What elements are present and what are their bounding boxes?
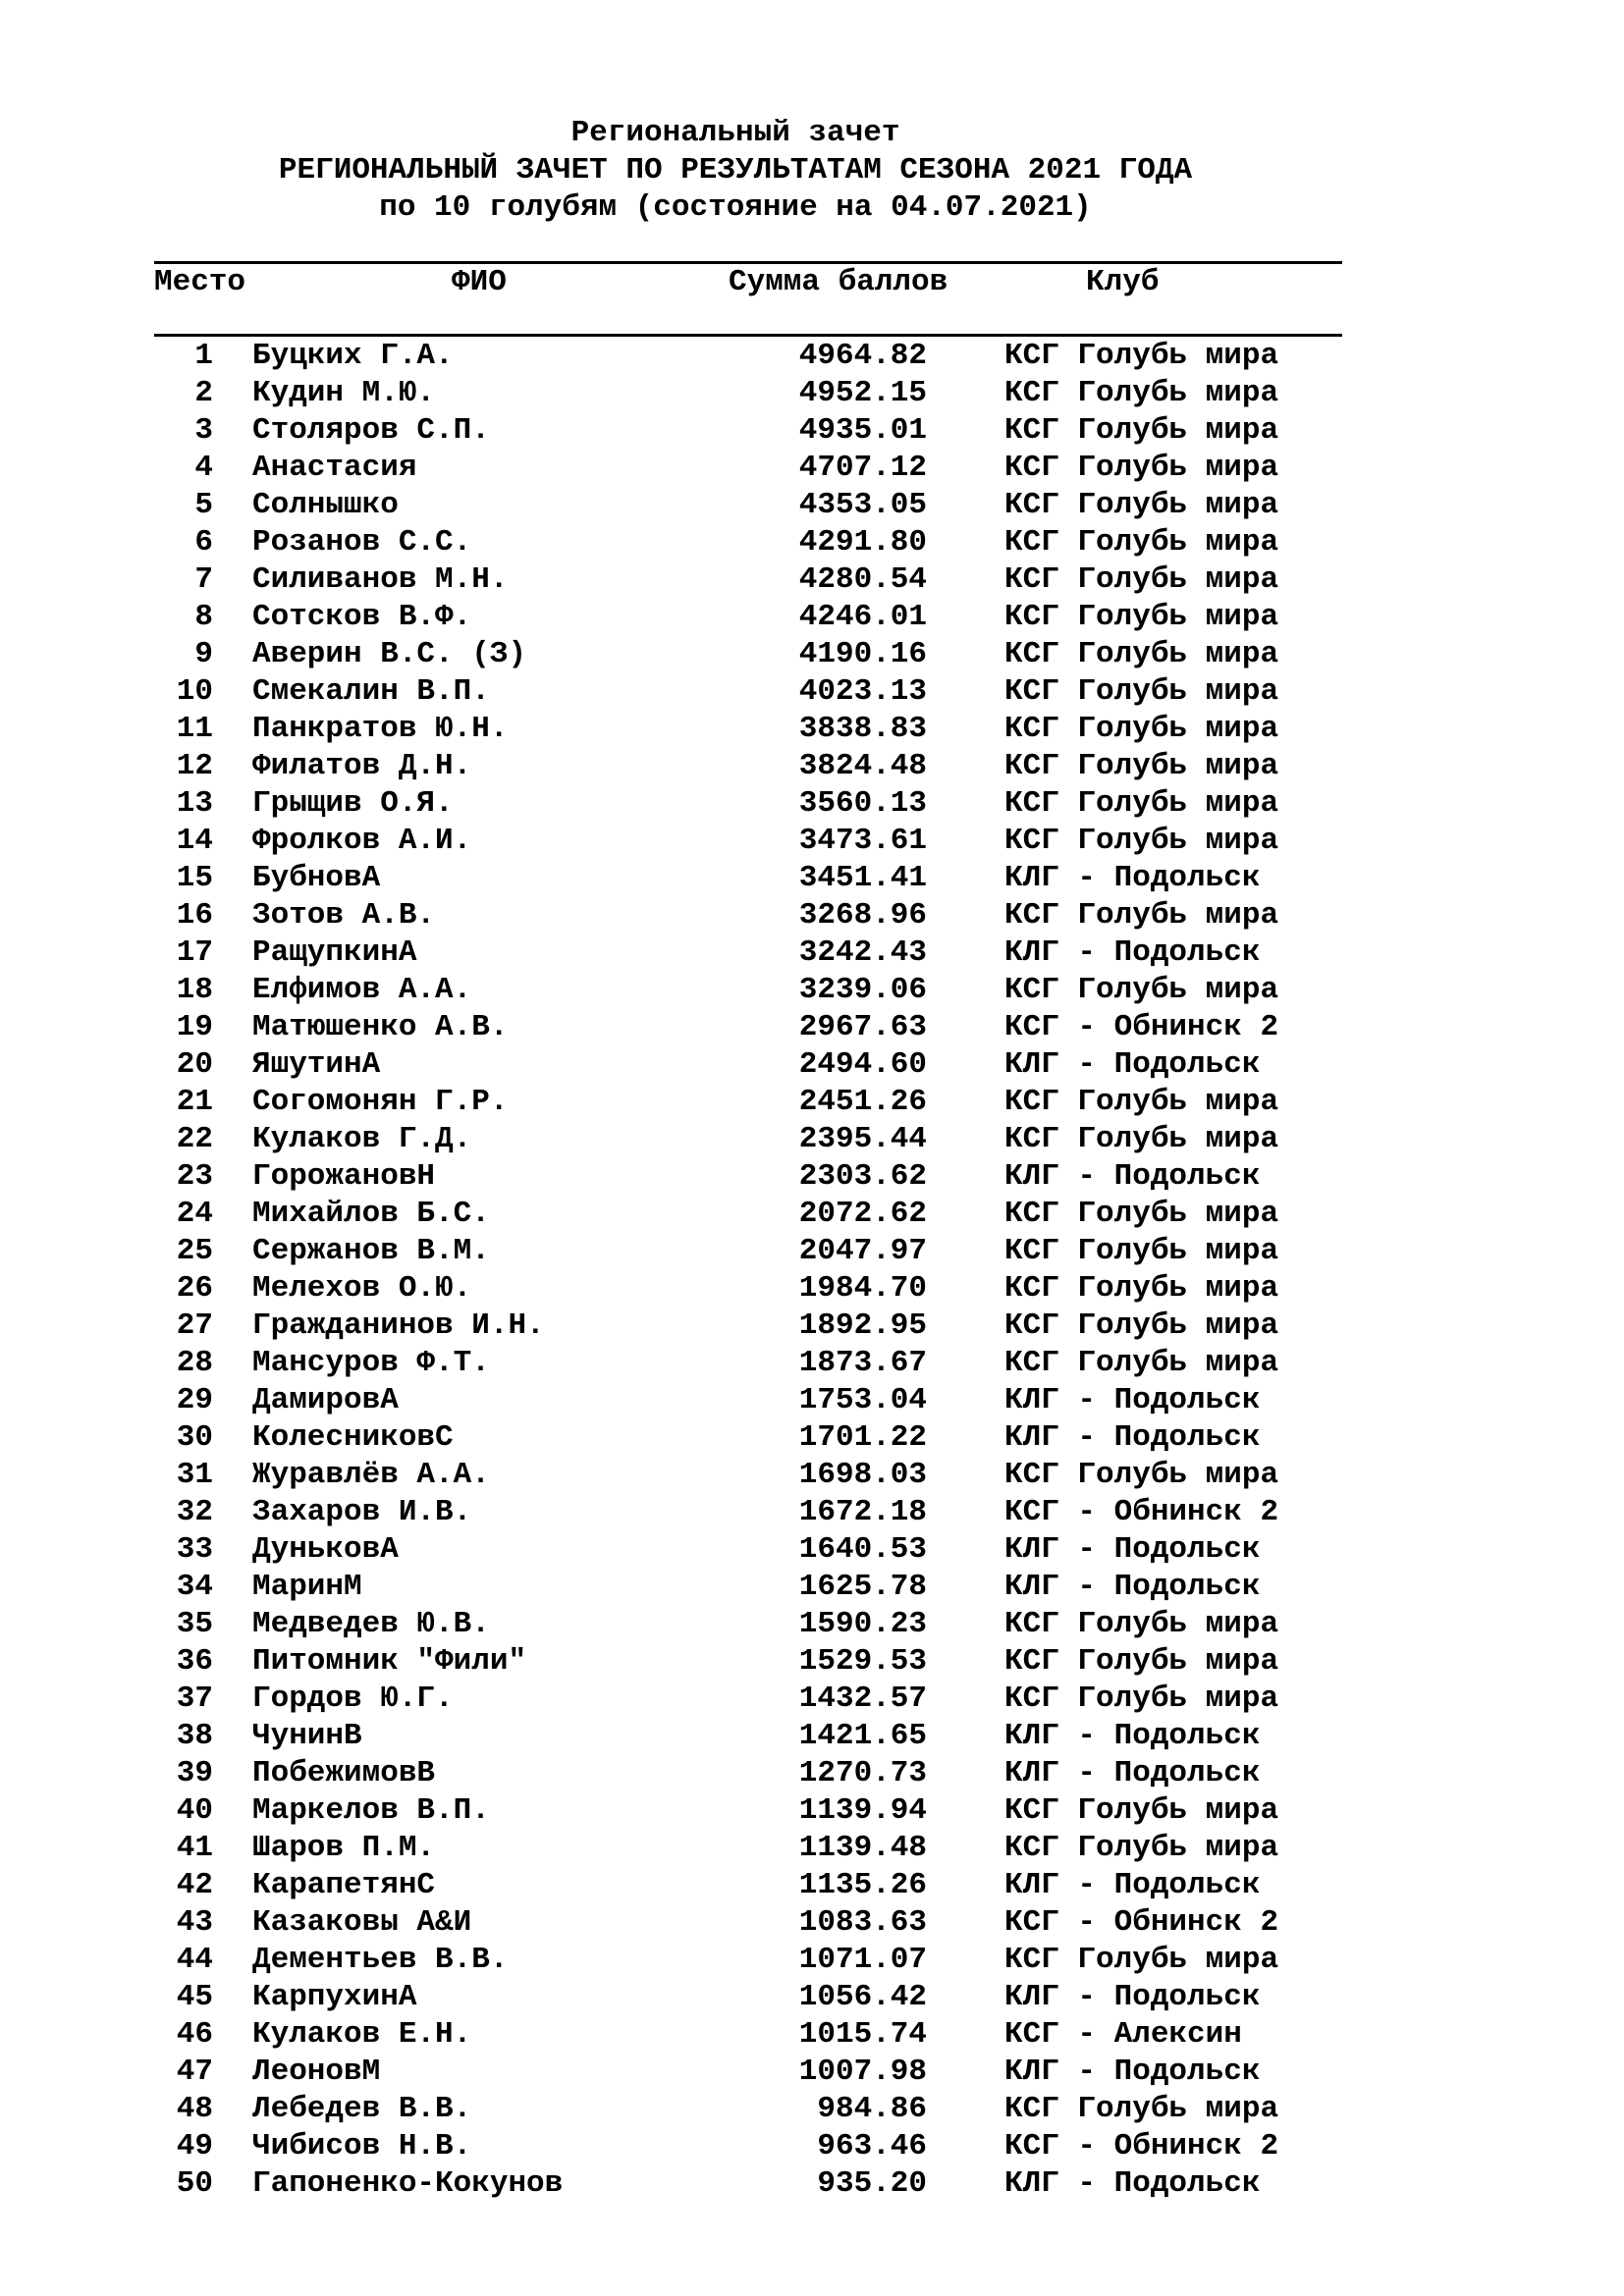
table-row [0,748,1624,785]
table-top-rule [154,261,1342,264]
row-club: КЛГ - Подольск [1004,2055,1261,2089]
row-place: 24 [176,1197,213,1231]
table-row [0,1569,1624,1606]
row-score: 3560.13 [798,786,927,821]
row-place: 26 [176,1271,213,1306]
row-score: 1421.65 [798,1719,927,1753]
row-club: КСГ Голубь мира [1004,562,1279,597]
table-row [0,1494,1624,1531]
table-header-rule [154,334,1342,337]
row-score: 1015.74 [798,2017,927,2052]
row-club: КСГ - Обнинск 2 [1004,1495,1279,1529]
row-score: 1672.18 [798,1495,927,1529]
document-title: Региональный зачет [570,116,900,150]
row-place: 8 [194,600,213,634]
row-name: Журавлёв А.А. [252,1458,490,1492]
row-name: Мелехов О.Ю. [252,1271,472,1306]
table-row [0,338,1624,375]
row-club: КСГ Голубь мира [1004,413,1279,448]
row-score: 1873.67 [798,1346,927,1380]
table-row [0,636,1624,673]
row-score: 3451.41 [798,861,927,895]
table-row [0,2128,1624,2165]
row-name: Лебедев В.В. [252,2092,472,2126]
row-place: 14 [176,824,213,858]
row-score: 1007.98 [798,2055,927,2089]
table-row [0,599,1624,636]
row-place: 6 [194,525,213,560]
row-club: КСГ Голубь мира [1004,1346,1279,1380]
row-score: 3242.43 [798,935,927,970]
row-club: КЛГ - Подольск [1004,1383,1261,1417]
row-club: КЛГ - Подольск [1004,1420,1261,1455]
row-name: ЯшутинА [252,1047,381,1082]
document-subtitle: РЕГИОНАЛЬНЫЙ ЗАЧЕТ ПО РЕЗУЛЬТАТАМ СЕЗОНА 2021 ГОДА [278,153,1193,187]
row-score: 4246.01 [798,600,927,634]
row-score: 1590.23 [798,1607,927,1641]
row-club: КСГ Голубь мира [1004,451,1279,485]
row-club: КСГ Голубь мира [1004,1644,1279,1679]
row-score: 4280.54 [798,562,927,597]
table-row [0,1270,1624,1308]
table-row [0,1084,1624,1121]
row-score: 1698.03 [798,1458,927,1492]
row-place: 19 [176,1010,213,1044]
row-score: 4353.05 [798,488,927,522]
row-name: Маркелов В.П. [252,1793,490,1828]
row-club: КСГ Голубь мира [1004,1197,1279,1231]
row-club: КСГ Голубь мира [1004,339,1279,373]
row-name: Елфимов А.А. [252,973,472,1007]
table-row [0,1792,1624,1830]
row-place: 49 [176,2129,213,2163]
row-club: КСГ Голубь мира [1004,1271,1279,1306]
row-place: 48 [176,2092,213,2126]
table-row [0,1233,1624,1270]
row-place: 22 [176,1122,213,1156]
row-name: Аверин В.С. (З) [252,637,527,671]
row-name: Согомонян Г.Р. [252,1085,509,1119]
document-status-line: по 10 голубям (состояние на 04.07.2021) [379,190,1092,225]
row-club: КСГ - Обнинск 2 [1004,1905,1279,1940]
row-name: Фролков А.И. [252,824,472,858]
row-score: 4964.82 [798,339,927,373]
row-club: КСГ Голубь мира [1004,898,1279,933]
row-score: 2451.26 [798,1085,927,1119]
row-name: Розанов С.С. [252,525,472,560]
row-place: 17 [176,935,213,970]
row-score: 1083.63 [798,1905,927,1940]
row-club: КЛГ - Подольск [1004,1047,1261,1082]
row-place: 29 [176,1383,213,1417]
row-score: 1529.53 [798,1644,927,1679]
row-club: КЛГ - Подольск [1004,1570,1261,1604]
table-row [0,972,1624,1009]
row-name: Медведев Ю.В. [252,1607,490,1641]
row-score: 3268.96 [798,898,927,933]
row-club: КСГ Голубь мира [1004,749,1279,783]
table-row [0,1382,1624,1419]
row-club: КСГ Голубь мира [1004,1122,1279,1156]
row-score: 4707.12 [798,451,927,485]
row-place: 36 [176,1644,213,1679]
row-place: 32 [176,1495,213,1529]
row-club: КСГ Голубь мира [1004,1831,1279,1865]
table-row [0,785,1624,823]
table-row [0,897,1624,934]
row-name: Силиванов М.Н. [252,562,509,597]
row-name: КарапетянС [252,1868,436,1902]
row-club: КСГ Голубь мира [1004,1682,1279,1716]
table-row [0,860,1624,897]
row-name: Захаров И.В. [252,1495,472,1529]
row-score: 3824.48 [798,749,927,783]
row-score: 3473.61 [798,824,927,858]
row-score: 1984.70 [798,1271,927,1306]
row-place: 50 [176,2166,213,2201]
table-row [0,1904,1624,1942]
table-row [0,1046,1624,1084]
row-place: 11 [176,712,213,746]
row-name: ДамировА [252,1383,399,1417]
row-place: 23 [176,1159,213,1194]
table-row [0,823,1624,860]
row-name: Михайлов Б.С. [252,1197,490,1231]
row-place: 1 [194,339,213,373]
row-club: КСГ - Обнинск 2 [1004,1010,1279,1044]
row-name: ПобежимовВ [252,1756,436,1790]
row-club: КСГ Голубь мира [1004,674,1279,709]
row-name: ЛеоновМ [252,2055,381,2089]
row-place: 16 [176,898,213,933]
row-club: КСГ Голубь мира [1004,1234,1279,1268]
table-row [0,1942,1624,1979]
row-score: 3838.83 [798,712,927,746]
row-place: 18 [176,973,213,1007]
row-name: Чибисов Н.В. [252,2129,472,2163]
row-score: 4952.15 [798,376,927,410]
row-score: 1625.78 [798,1570,927,1604]
row-club: КСГ - Алексин [1004,2017,1242,2052]
table-row [0,412,1624,450]
row-place: 5 [194,488,213,522]
row-place: 2 [194,376,213,410]
row-score: 1056.42 [798,1980,927,2014]
results-table-body [0,338,1624,2203]
row-score: 1135.26 [798,1868,927,1902]
row-club: КЛГ - Подольск [1004,1159,1261,1194]
row-name: Кулаков Г.Д. [252,1122,472,1156]
table-row [0,711,1624,748]
row-place: 13 [176,786,213,821]
row-name: Смекалин В.П. [252,674,490,709]
row-place: 28 [176,1346,213,1380]
row-score: 935.20 [817,2166,927,2201]
row-name: БубновА [252,861,381,895]
row-place: 42 [176,1868,213,1902]
row-place: 21 [176,1085,213,1119]
row-place: 10 [176,674,213,709]
row-name: КарпухинА [252,1980,417,2014]
row-name: Матюшенко А.В. [252,1010,509,1044]
row-club: КСГ Голубь мира [1004,525,1279,560]
row-score: 1071.07 [798,1943,927,1977]
row-club: КСГ Голубь мира [1004,2092,1279,2126]
row-club: КЛГ - Подольск [1004,935,1261,970]
row-club: КСГ Голубь мира [1004,712,1279,746]
column-header-place: Место [154,265,246,299]
row-score: 4023.13 [798,674,927,709]
table-row [0,375,1624,412]
row-place: 20 [176,1047,213,1082]
row-score: 1753.04 [798,1383,927,1417]
row-name: ГорожановН [252,1159,436,1194]
row-club: КСГ Голубь мира [1004,973,1279,1007]
row-club: КСГ - Обнинск 2 [1004,2129,1279,2163]
table-row [0,1718,1624,1755]
table-row [0,2054,1624,2091]
row-score: 1892.95 [798,1308,927,1343]
table-row [0,1643,1624,1681]
row-name: Кудин М.Ю. [252,376,436,410]
row-club: КЛГ - Подольск [1004,1532,1261,1567]
row-club: КСГ Голубь мира [1004,1085,1279,1119]
row-club: КЛГ - Подольск [1004,1756,1261,1790]
row-score: 2072.62 [798,1197,927,1231]
row-place: 15 [176,861,213,895]
row-place: 30 [176,1420,213,1455]
table-row [0,1531,1624,1569]
row-club: КСГ Голубь мира [1004,1607,1279,1641]
row-score: 4935.01 [798,413,927,448]
table-row [0,1419,1624,1457]
table-row [0,1158,1624,1196]
row-place: 33 [176,1532,213,1567]
column-header-name: ФИО [452,265,507,299]
row-name: Шаров П.М. [252,1831,436,1865]
row-name: Филатов Д.Н. [252,749,472,783]
row-name: РащупкинА [252,935,417,970]
row-name: Питомник "Фили" [252,1644,527,1679]
row-name: Сотсков В.Ф. [252,600,472,634]
row-place: 39 [176,1756,213,1790]
row-club: КСГ Голубь мира [1004,1943,1279,1977]
row-place: 25 [176,1234,213,1268]
row-name: Зотов А.В. [252,898,436,933]
row-score: 4190.16 [798,637,927,671]
table-row [0,1606,1624,1643]
row-score: 2047.97 [798,1234,927,1268]
row-score: 4291.80 [798,525,927,560]
row-club: КСГ Голубь мира [1004,488,1279,522]
row-name: ДуньковА [252,1532,399,1567]
row-place: 7 [194,562,213,597]
table-row [0,1308,1624,1345]
table-row [0,673,1624,711]
row-place: 12 [176,749,213,783]
row-name: ЧунинВ [252,1719,362,1753]
table-row [0,487,1624,524]
row-club: КСГ Голубь мира [1004,1308,1279,1343]
row-club: КСГ Голубь мира [1004,824,1279,858]
row-name: Кулаков Е.Н. [252,2017,472,2052]
row-name: МаринМ [252,1570,362,1604]
row-name: Казаковы А&И [252,1905,472,1940]
row-name: Мансуров Ф.Т. [252,1346,490,1380]
row-club: КЛГ - Подольск [1004,1980,1261,2014]
row-place: 34 [176,1570,213,1604]
table-row [0,2016,1624,2054]
row-place: 35 [176,1607,213,1641]
row-place: 47 [176,2055,213,2089]
row-score: 2494.60 [798,1047,927,1082]
row-score: 3239.06 [798,973,927,1007]
table-row [0,1121,1624,1158]
table-row [0,2165,1624,2203]
row-score: 1139.94 [798,1793,927,1828]
row-place: 27 [176,1308,213,1343]
table-row [0,1830,1624,1867]
row-name: Буцких Г.А. [252,339,454,373]
row-place: 31 [176,1458,213,1492]
table-row [0,1457,1624,1494]
column-header-score: Сумма баллов [729,265,948,299]
row-place: 40 [176,1793,213,1828]
table-row [0,2091,1624,2128]
table-row [0,1979,1624,2016]
table-row [0,524,1624,561]
row-place: 4 [194,451,213,485]
table-row [0,1755,1624,1792]
table-row [0,561,1624,599]
row-name: Солнышко [252,488,399,522]
row-club: КСГ Голубь мира [1004,1458,1279,1492]
row-place: 9 [194,637,213,671]
row-score: 1701.22 [798,1420,927,1455]
table-row [0,934,1624,972]
row-score: 1270.73 [798,1756,927,1790]
row-name: Панкратов Ю.Н. [252,712,509,746]
row-club: КЛГ - Подольск [1004,1868,1261,1902]
row-score: 2395.44 [798,1122,927,1156]
row-name: КолесниковС [252,1420,454,1455]
row-place: 3 [194,413,213,448]
table-row [0,1196,1624,1233]
row-score: 984.86 [817,2092,927,2126]
row-score: 2967.63 [798,1010,927,1044]
row-place: 37 [176,1682,213,1716]
row-place: 43 [176,1905,213,1940]
row-club: КСГ Голубь мира [1004,376,1279,410]
row-club: КСГ Голубь мира [1004,786,1279,821]
row-club: КЛГ - Подольск [1004,1719,1261,1753]
row-place: 46 [176,2017,213,2052]
row-club: КЛГ - Подольск [1004,2166,1261,2201]
row-name: Столяров С.П. [252,413,490,448]
row-name: Дементьев В.В. [252,1943,509,1977]
row-club: КСГ Голубь мира [1004,1793,1279,1828]
row-place: 38 [176,1719,213,1753]
row-name: Гордов Ю.Г. [252,1682,454,1716]
row-score: 2303.62 [798,1159,927,1194]
row-score: 1139.48 [798,1831,927,1865]
table-row [0,1867,1624,1904]
row-score: 1640.53 [798,1532,927,1567]
row-place: 44 [176,1943,213,1977]
row-name: Анастасия [252,451,417,485]
table-row [0,450,1624,487]
row-name: Гражданинов И.Н. [252,1308,545,1343]
table-row [0,1681,1624,1718]
row-name: Сержанов В.М. [252,1234,490,1268]
row-club: КСГ Голубь мира [1004,637,1279,671]
row-score: 1432.57 [798,1682,927,1716]
row-score: 963.46 [817,2129,927,2163]
row-name: Гапоненко-Кокунов [252,2166,564,2201]
table-row [0,1009,1624,1046]
table-row [0,1345,1624,1382]
row-club: КСГ Голубь мира [1004,600,1279,634]
column-header-club: Клуб [1086,265,1160,299]
row-club: КЛГ - Подольск [1004,861,1261,895]
row-place: 45 [176,1980,213,2014]
row-name: Грыщив О.Я. [252,786,454,821]
row-place: 41 [176,1831,213,1865]
